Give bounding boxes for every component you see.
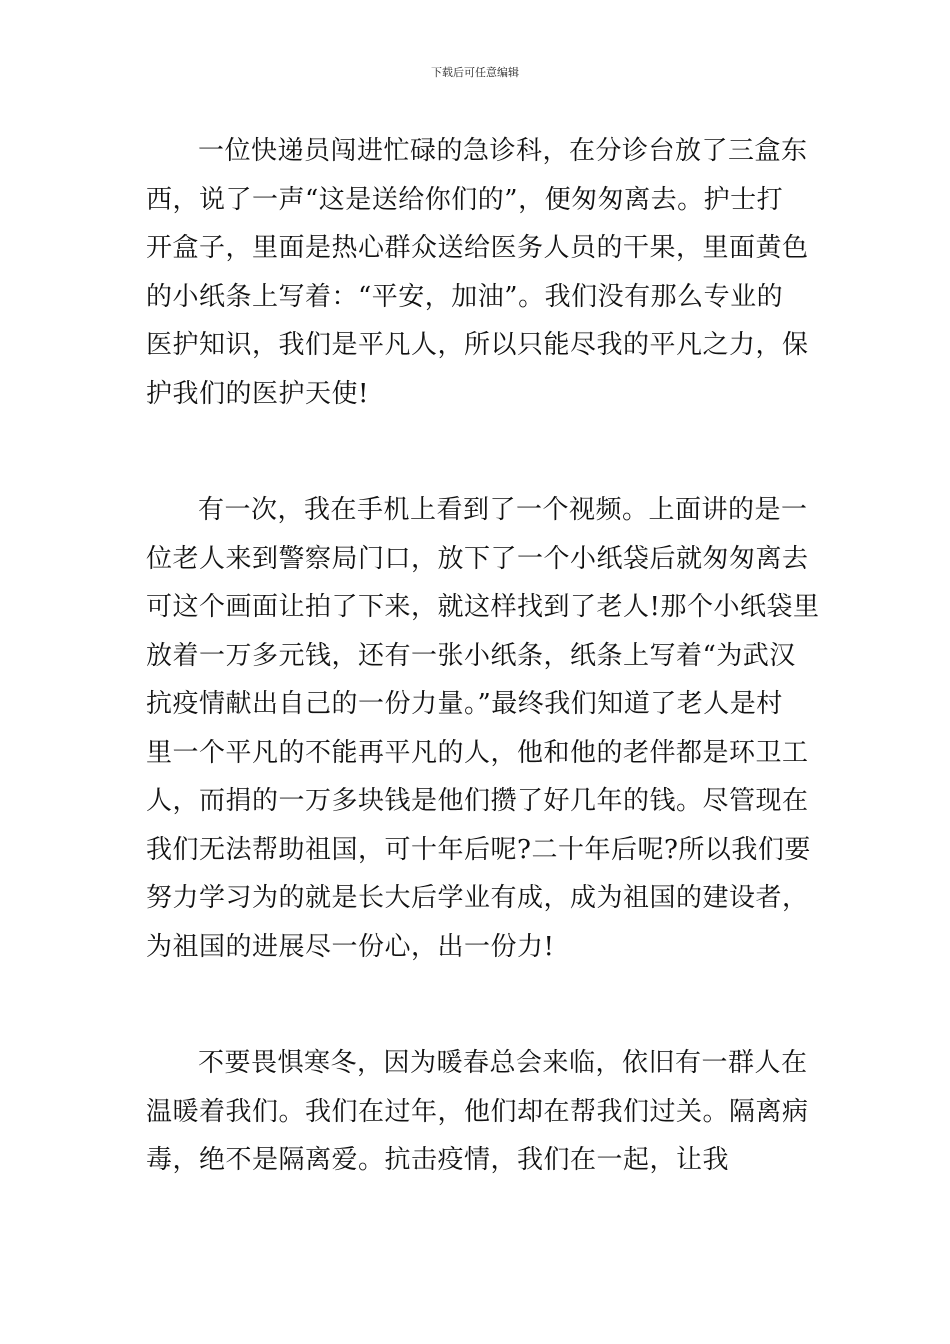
- paragraph-line: 放着一万多元钱，还有一张小纸条，纸条上写着“为武汉: [146, 640, 796, 671]
- paragraph-line: 位老人来到警察局门口，放下了一个小纸袋后就匆匆离去: [146, 543, 809, 574]
- paragraph-line: 抗疫情献出自己的一份力量。”最终我们知道了老人是村: [146, 689, 783, 719]
- paragraph-line: 西，说了一声“这是送给你们的”，便匆匆离去。护士打: [146, 184, 784, 215]
- paragraph-3: [146, 1039, 810, 1185]
- paragraph-line: 人，而捐的一万多块钱是他们攒了好几年的钱。尽管现在: [146, 786, 809, 816]
- paragraph-line: 为祖国的进展尽一份心，出一份力!: [146, 931, 555, 962]
- paragraph-line: 毒，绝不是隔离爱。抗击疫情，我们在一起，让我: [146, 1145, 730, 1175]
- paragraph-line: 我们无法帮助祖国，可十年后呢?二十年后呢?所以我们要: [146, 834, 811, 865]
- paragraph-line: 不要畏惧寒冬，因为暖春总会来临，依旧有一群人在: [198, 1048, 808, 1078]
- paragraph-line: 一位快递员闯进忙碌的急诊科，在分诊台放了三盒东: [198, 136, 808, 166]
- paragraph-line: 开盒子，里面是热心群众送给医务人员的干果，里面黄色: [146, 233, 809, 263]
- paragraph-line: 有一次，我在手机上看到了一个视频。上面讲的是一: [198, 495, 808, 525]
- paragraph-line: 温暖着我们。我们在过年，他们却在帮我们过关。隔离病: [146, 1096, 809, 1127]
- paragraph-line: 医护知识，我们是平凡人，所以只能尽我的平凡之力，保: [146, 330, 809, 360]
- document-body: [146, 127, 820, 1185]
- paragraph-line: 的小纸条上写着：“平安，加油”。我们没有那么专业的: [146, 281, 784, 312]
- paragraph-line: 里一个平凡的不能再平凡的人，他和他的老伴都是环卫工: [146, 737, 809, 768]
- header-note: 下载后可任意编辑: [431, 66, 519, 79]
- paragraph-2: [146, 486, 820, 971]
- paragraph-line: 努力学习为的就是长大后学业有成，成为祖国的建设者，: [146, 883, 809, 913]
- paragraph-line: 可这个画面让拍了下来，就这样找到了老人!那个小纸袋里: [146, 592, 820, 622]
- paragraph-line: 护我们的医护天使!: [146, 378, 369, 409]
- paragraph-1: [146, 127, 810, 418]
